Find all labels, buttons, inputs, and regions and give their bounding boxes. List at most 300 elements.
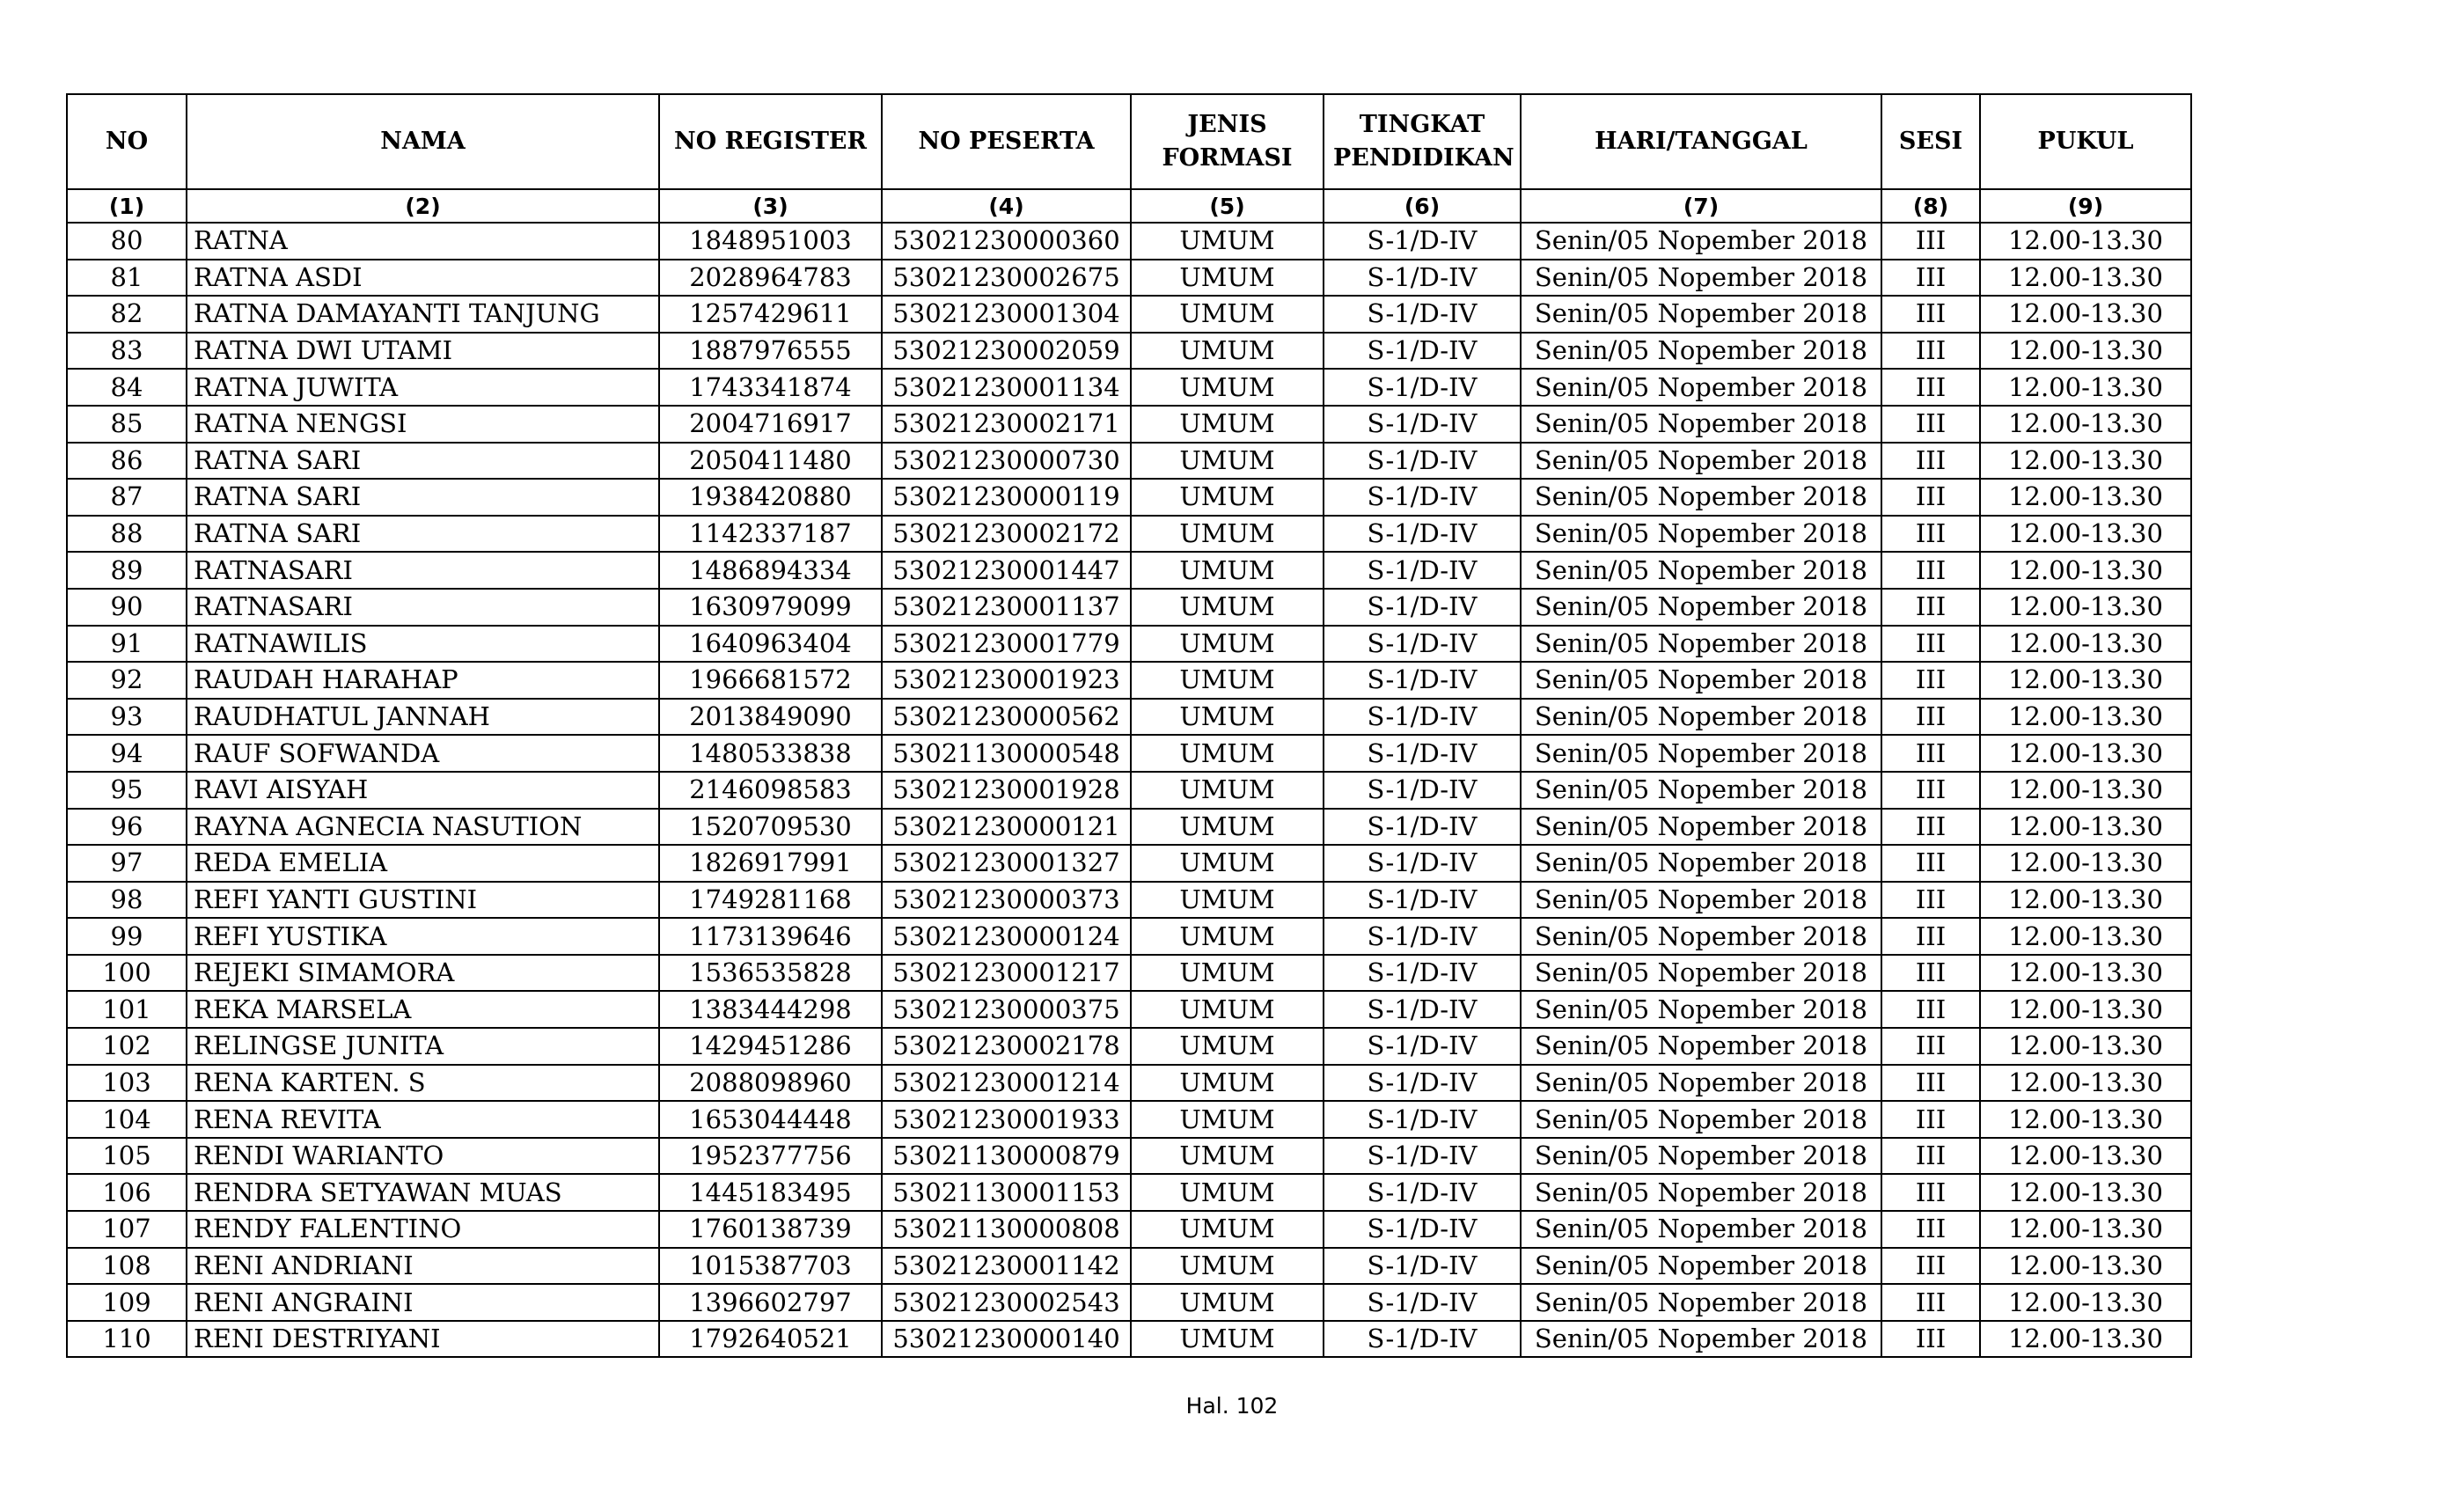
cell-pukul: 12.00-13.30	[1980, 479, 2191, 516]
cell-jenis-formasi: UMUM	[1131, 699, 1324, 736]
cell-hari-tanggal: Senin/05 Nopember 2018	[1521, 991, 1881, 1028]
table-row	[67, 1101, 2191, 1138]
cell-hari-tanggal: Senin/05 Nopember 2018	[1521, 479, 1881, 516]
column-number-4: (4)	[882, 189, 1131, 223]
table-row	[67, 296, 2191, 333]
cell-tingkat-pendidikan: S-1/D-IV	[1324, 1321, 1521, 1358]
cell-pukul: 12.00-13.30	[1980, 772, 2191, 809]
cell-tingkat-pendidikan: S-1/D-IV	[1324, 626, 1521, 663]
cell-jenis-formasi: UMUM	[1131, 662, 1324, 699]
cell-tingkat-pendidikan: S-1/D-IV	[1324, 955, 1521, 992]
cell-tingkat-pendidikan: S-1/D-IV	[1324, 1174, 1521, 1211]
cell-no-register: 1257429611	[659, 296, 882, 333]
cell-nama: REFI YANTI GUSTINI	[187, 882, 659, 919]
cell-sesi: III	[1881, 589, 1980, 626]
cell-hari-tanggal: Senin/05 Nopember 2018	[1521, 662, 1881, 699]
cell-nama: RATNA ASDI	[187, 260, 659, 297]
cell-no-register: 1429451286	[659, 1028, 882, 1065]
cell-hari-tanggal: Senin/05 Nopember 2018	[1521, 882, 1881, 919]
cell-no-peserta: 53021230002675	[882, 260, 1131, 297]
cell-nama: RAVI AISYAH	[187, 772, 659, 809]
cell-hari-tanggal: Senin/05 Nopember 2018	[1521, 699, 1881, 736]
cell-nama: RATNA	[187, 223, 659, 260]
cell-tingkat-pendidikan: S-1/D-IV	[1324, 333, 1521, 370]
cell-pukul: 12.00-13.30	[1980, 406, 2191, 443]
cell-no: 98	[67, 882, 187, 919]
table-row	[67, 809, 2191, 846]
cell-nama: RENI ANGRAINI	[187, 1284, 659, 1321]
cell-no-register: 2004716917	[659, 406, 882, 443]
cell-tingkat-pendidikan: S-1/D-IV	[1324, 1211, 1521, 1248]
cell-no-peserta: 53021230001217	[882, 955, 1131, 992]
cell-hari-tanggal: Senin/05 Nopember 2018	[1521, 1284, 1881, 1321]
cell-nama: RENDY FALENTINO	[187, 1211, 659, 1248]
cell-no-register: 1383444298	[659, 991, 882, 1028]
cell-sesi: III	[1881, 1065, 1980, 1102]
table-row	[67, 1028, 2191, 1065]
cell-sesi: III	[1881, 918, 1980, 955]
cell-no: 91	[67, 626, 187, 663]
cell-no-register: 1826917991	[659, 845, 882, 882]
cell-no: 100	[67, 955, 187, 992]
cell-jenis-formasi: UMUM	[1131, 1101, 1324, 1138]
cell-no-register: 1760138739	[659, 1211, 882, 1248]
cell-no: 104	[67, 1101, 187, 1138]
cell-nama: RATNASARI	[187, 552, 659, 589]
cell-no-peserta: 53021230002171	[882, 406, 1131, 443]
cell-jenis-formasi: UMUM	[1131, 1138, 1324, 1175]
cell-nama: RENA KARTEN. S	[187, 1065, 659, 1102]
cell-jenis-formasi: UMUM	[1131, 626, 1324, 663]
cell-hari-tanggal: Senin/05 Nopember 2018	[1521, 333, 1881, 370]
cell-sesi: III	[1881, 955, 1980, 992]
cell-nama: RENI ANDRIANI	[187, 1248, 659, 1285]
table-row	[67, 626, 2191, 663]
column-header-hari-tanggal: HARI/TANGGAL	[1521, 94, 1881, 189]
column-number-6: (6)	[1324, 189, 1521, 223]
table-row	[67, 479, 2191, 516]
cell-no-peserta: 53021230001933	[882, 1101, 1131, 1138]
cell-no-register: 1743341874	[659, 369, 882, 406]
cell-sesi: III	[1881, 1028, 1980, 1065]
cell-no-register: 1630979099	[659, 589, 882, 626]
cell-jenis-formasi: UMUM	[1131, 1284, 1324, 1321]
cell-tingkat-pendidikan: S-1/D-IV	[1324, 845, 1521, 882]
cell-pukul: 12.00-13.30	[1980, 1101, 2191, 1138]
cell-sesi: III	[1881, 406, 1980, 443]
cell-nama: RENDRA SETYAWAN MUAS	[187, 1174, 659, 1211]
cell-tingkat-pendidikan: S-1/D-IV	[1324, 516, 1521, 553]
cell-tingkat-pendidikan: S-1/D-IV	[1324, 479, 1521, 516]
cell-no-register: 2050411480	[659, 443, 882, 480]
cell-sesi: III	[1881, 443, 1980, 480]
cell-no-peserta: 53021230001134	[882, 369, 1131, 406]
cell-sesi: III	[1881, 333, 1980, 370]
cell-no: 109	[67, 1284, 187, 1321]
cell-jenis-formasi: UMUM	[1131, 991, 1324, 1028]
cell-jenis-formasi: UMUM	[1131, 1248, 1324, 1285]
table-row	[67, 772, 2191, 809]
cell-tingkat-pendidikan: S-1/D-IV	[1324, 589, 1521, 626]
cell-no: 89	[67, 552, 187, 589]
table-body	[67, 223, 2191, 1357]
cell-nama: RATNA NENGSI	[187, 406, 659, 443]
cell-no: 102	[67, 1028, 187, 1065]
cell-nama: RATNASARI	[187, 589, 659, 626]
cell-no-register: 2146098583	[659, 772, 882, 809]
cell-no: 99	[67, 918, 187, 955]
cell-pukul: 12.00-13.30	[1980, 589, 2191, 626]
cell-no-register: 2088098960	[659, 1065, 882, 1102]
cell-sesi: III	[1881, 1174, 1980, 1211]
cell-no: 81	[67, 260, 187, 297]
cell-sesi: III	[1881, 1321, 1980, 1358]
cell-no-register: 1640963404	[659, 626, 882, 663]
cell-no-peserta: 53021230000140	[882, 1321, 1131, 1358]
cell-pukul: 12.00-13.30	[1980, 809, 2191, 846]
cell-no-register: 1396602797	[659, 1284, 882, 1321]
cell-no-peserta: 53021230002178	[882, 1028, 1131, 1065]
cell-jenis-formasi: UMUM	[1131, 955, 1324, 992]
cell-pukul: 12.00-13.30	[1980, 333, 2191, 370]
cell-sesi: III	[1881, 699, 1980, 736]
cell-pukul: 12.00-13.30	[1980, 296, 2191, 333]
cell-sesi: III	[1881, 991, 1980, 1028]
cell-pukul: 12.00-13.30	[1980, 443, 2191, 480]
column-header-pukul: PUKUL	[1980, 94, 2191, 189]
cell-jenis-formasi: UMUM	[1131, 882, 1324, 919]
cell-tingkat-pendidikan: S-1/D-IV	[1324, 1248, 1521, 1285]
table-row	[67, 662, 2191, 699]
cell-tingkat-pendidikan: S-1/D-IV	[1324, 991, 1521, 1028]
cell-no-peserta: 53021230000360	[882, 223, 1131, 260]
cell-hari-tanggal: Senin/05 Nopember 2018	[1521, 1174, 1881, 1211]
cell-jenis-formasi: UMUM	[1131, 333, 1324, 370]
column-number-9: (9)	[1980, 189, 2191, 223]
cell-jenis-formasi: UMUM	[1131, 918, 1324, 955]
cell-no-peserta: 53021130000879	[882, 1138, 1131, 1175]
cell-no-register: 2013849090	[659, 699, 882, 736]
cell-nama: RATNA DAMAYANTI TANJUNG	[187, 296, 659, 333]
cell-tingkat-pendidikan: S-1/D-IV	[1324, 296, 1521, 333]
cell-no-peserta: 53021230001327	[882, 845, 1131, 882]
cell-hari-tanggal: Senin/05 Nopember 2018	[1521, 296, 1881, 333]
cell-jenis-formasi: UMUM	[1131, 443, 1324, 480]
cell-sesi: III	[1881, 1138, 1980, 1175]
cell-hari-tanggal: Senin/05 Nopember 2018	[1521, 918, 1881, 955]
cell-sesi: III	[1881, 1101, 1980, 1138]
cell-sesi: III	[1881, 882, 1980, 919]
cell-no: 84	[67, 369, 187, 406]
cell-pukul: 12.00-13.30	[1980, 516, 2191, 553]
cell-hari-tanggal: Senin/05 Nopember 2018	[1521, 735, 1881, 772]
cell-pukul: 12.00-13.30	[1980, 735, 2191, 772]
cell-hari-tanggal: Senin/05 Nopember 2018	[1521, 1028, 1881, 1065]
table-row	[67, 991, 2191, 1028]
cell-no-register: 1445183495	[659, 1174, 882, 1211]
cell-no-peserta: 53021230000121	[882, 809, 1131, 846]
cell-no-register: 1848951003	[659, 223, 882, 260]
column-header-nama: NAMA	[187, 94, 659, 189]
table-row	[67, 1321, 2191, 1358]
column-header-jenis-formasi-label: JENIS FORMASI	[1162, 111, 1293, 172]
cell-tingkat-pendidikan: S-1/D-IV	[1324, 882, 1521, 919]
cell-jenis-formasi: UMUM	[1131, 845, 1324, 882]
cell-no: 105	[67, 1138, 187, 1175]
cell-hari-tanggal: Senin/05 Nopember 2018	[1521, 443, 1881, 480]
table-row	[67, 1284, 2191, 1321]
cell-pukul: 12.00-13.30	[1980, 1211, 2191, 1248]
cell-pukul: 12.00-13.30	[1980, 699, 2191, 736]
cell-pukul: 12.00-13.30	[1980, 1028, 2191, 1065]
cell-no-peserta: 53021130001153	[882, 1174, 1131, 1211]
cell-nama: REFI YUSTIKA	[187, 918, 659, 955]
cell-hari-tanggal: Senin/05 Nopember 2018	[1521, 845, 1881, 882]
table-row	[67, 589, 2191, 626]
cell-no-register: 2028964783	[659, 260, 882, 297]
column-header-no: NO	[67, 94, 187, 189]
cell-hari-tanggal: Senin/05 Nopember 2018	[1521, 516, 1881, 553]
cell-tingkat-pendidikan: S-1/D-IV	[1324, 223, 1521, 260]
column-header-sesi: SESI	[1881, 94, 1980, 189]
cell-jenis-formasi: UMUM	[1131, 260, 1324, 297]
column-header-tingkat-pendidikan-label: TINGKAT PENDIDIKAN	[1333, 111, 1514, 172]
table-row	[67, 735, 2191, 772]
cell-hari-tanggal: Senin/05 Nopember 2018	[1521, 955, 1881, 992]
cell-no-peserta: 53021230000119	[882, 479, 1131, 516]
table-row	[67, 516, 2191, 553]
cell-sesi: III	[1881, 223, 1980, 260]
cell-nama: RAUF SOFWANDA	[187, 735, 659, 772]
cell-hari-tanggal: Senin/05 Nopember 2018	[1521, 1211, 1881, 1248]
cell-pukul: 12.00-13.30	[1980, 369, 2191, 406]
cell-pukul: 12.00-13.30	[1980, 223, 2191, 260]
cell-pukul: 12.00-13.30	[1980, 1248, 2191, 1285]
cell-tingkat-pendidikan: S-1/D-IV	[1324, 1028, 1521, 1065]
cell-no-register: 1792640521	[659, 1321, 882, 1358]
cell-nama: RENI DESTRIYANI	[187, 1321, 659, 1358]
cell-tingkat-pendidikan: S-1/D-IV	[1324, 699, 1521, 736]
table-row	[67, 260, 2191, 297]
cell-no-peserta: 53021230001923	[882, 662, 1131, 699]
cell-tingkat-pendidikan: S-1/D-IV	[1324, 662, 1521, 699]
cell-no: 95	[67, 772, 187, 809]
cell-tingkat-pendidikan: S-1/D-IV	[1324, 443, 1521, 480]
cell-nama: RATNAWILIS	[187, 626, 659, 663]
participant-table	[66, 93, 2192, 1358]
column-header-no-peserta: NO PESERTA	[882, 94, 1131, 189]
column-number-2: (2)	[187, 189, 659, 223]
table-row	[67, 1138, 2191, 1175]
cell-sesi: III	[1881, 662, 1980, 699]
table-row	[67, 443, 2191, 480]
cell-nama: RAUDAH HARAHAP	[187, 662, 659, 699]
cell-sesi: III	[1881, 260, 1980, 297]
column-number-1: (1)	[67, 189, 187, 223]
cell-tingkat-pendidikan: S-1/D-IV	[1324, 1284, 1521, 1321]
cell-no-peserta: 53021130000548	[882, 735, 1131, 772]
cell-sesi: III	[1881, 626, 1980, 663]
cell-jenis-formasi: UMUM	[1131, 552, 1324, 589]
cell-hari-tanggal: Senin/05 Nopember 2018	[1521, 223, 1881, 260]
cell-hari-tanggal: Senin/05 Nopember 2018	[1521, 589, 1881, 626]
cell-pukul: 12.00-13.30	[1980, 1174, 2191, 1211]
cell-sesi: III	[1881, 772, 1980, 809]
cell-nama: RATNA SARI	[187, 443, 659, 480]
cell-no: 92	[67, 662, 187, 699]
cell-jenis-formasi: UMUM	[1131, 735, 1324, 772]
cell-no-register: 1938420880	[659, 479, 882, 516]
cell-jenis-formasi: UMUM	[1131, 1174, 1324, 1211]
cell-tingkat-pendidikan: S-1/D-IV	[1324, 406, 1521, 443]
cell-no: 94	[67, 735, 187, 772]
cell-no: 96	[67, 809, 187, 846]
cell-sesi: III	[1881, 809, 1980, 846]
cell-jenis-formasi: UMUM	[1131, 809, 1324, 846]
cell-no-register: 1015387703	[659, 1248, 882, 1285]
cell-sesi: III	[1881, 1211, 1980, 1248]
cell-no-peserta: 53021230001304	[882, 296, 1131, 333]
cell-jenis-formasi: UMUM	[1131, 589, 1324, 626]
cell-no: 87	[67, 479, 187, 516]
cell-tingkat-pendidikan: S-1/D-IV	[1324, 1065, 1521, 1102]
cell-no-register: 1952377756	[659, 1138, 882, 1175]
cell-nama: RAUDHATUL JANNAH	[187, 699, 659, 736]
table-row	[67, 699, 2191, 736]
cell-nama: RAYNA AGNECIA NASUTION	[187, 809, 659, 846]
cell-nama: RENDI WARIANTO	[187, 1138, 659, 1175]
cell-no-peserta: 53021230001137	[882, 589, 1131, 626]
cell-jenis-formasi: UMUM	[1131, 223, 1324, 260]
cell-no-register: 1520709530	[659, 809, 882, 846]
cell-no: 107	[67, 1211, 187, 1248]
cell-pukul: 12.00-13.30	[1980, 991, 2191, 1028]
cell-no: 103	[67, 1065, 187, 1102]
cell-pukul: 12.00-13.30	[1980, 918, 2191, 955]
cell-hari-tanggal: Senin/05 Nopember 2018	[1521, 406, 1881, 443]
cell-jenis-formasi: UMUM	[1131, 1321, 1324, 1358]
cell-tingkat-pendidikan: S-1/D-IV	[1324, 1101, 1521, 1138]
table-row	[67, 1248, 2191, 1285]
cell-hari-tanggal: Senin/05 Nopember 2018	[1521, 1138, 1881, 1175]
cell-no: 97	[67, 845, 187, 882]
cell-hari-tanggal: Senin/05 Nopember 2018	[1521, 1248, 1881, 1285]
cell-tingkat-pendidikan: S-1/D-IV	[1324, 260, 1521, 297]
cell-sesi: III	[1881, 1284, 1980, 1321]
cell-no: 106	[67, 1174, 187, 1211]
cell-nama: REKA MARSELA	[187, 991, 659, 1028]
cell-sesi: III	[1881, 296, 1980, 333]
cell-no: 108	[67, 1248, 187, 1285]
column-number-3: (3)	[659, 189, 882, 223]
cell-sesi: III	[1881, 516, 1980, 553]
cell-nama: RATNA JUWITA	[187, 369, 659, 406]
cell-no: 88	[67, 516, 187, 553]
cell-no: 101	[67, 991, 187, 1028]
cell-nama: REDA EMELIA	[187, 845, 659, 882]
cell-no-peserta: 53021230000375	[882, 991, 1131, 1028]
table-row	[67, 1211, 2191, 1248]
cell-sesi: III	[1881, 479, 1980, 516]
cell-jenis-formasi: UMUM	[1131, 772, 1324, 809]
cell-pukul: 12.00-13.30	[1980, 1284, 2191, 1321]
cell-no-register: 1480533838	[659, 735, 882, 772]
cell-no: 82	[67, 296, 187, 333]
cell-tingkat-pendidikan: S-1/D-IV	[1324, 735, 1521, 772]
cell-jenis-formasi: UMUM	[1131, 516, 1324, 553]
cell-nama: RENA REVITA	[187, 1101, 659, 1138]
column-number-8: (8)	[1881, 189, 1980, 223]
cell-jenis-formasi: UMUM	[1131, 296, 1324, 333]
cell-no: 90	[67, 589, 187, 626]
cell-jenis-formasi: UMUM	[1131, 1028, 1324, 1065]
cell-nama: RATNA SARI	[187, 479, 659, 516]
table-row	[67, 552, 2191, 589]
table-row	[67, 918, 2191, 955]
cell-tingkat-pendidikan: S-1/D-IV	[1324, 809, 1521, 846]
cell-no-peserta: 53021230000730	[882, 443, 1131, 480]
table-row	[67, 406, 2191, 443]
cell-no: 93	[67, 699, 187, 736]
cell-pukul: 12.00-13.30	[1980, 955, 2191, 992]
cell-no-peserta: 53021230000562	[882, 699, 1131, 736]
cell-hari-tanggal: Senin/05 Nopember 2018	[1521, 809, 1881, 846]
cell-hari-tanggal: Senin/05 Nopember 2018	[1521, 1101, 1881, 1138]
table-row	[67, 223, 2191, 260]
column-header-jenis-formasi	[1131, 94, 1324, 189]
cell-no-register: 1966681572	[659, 662, 882, 699]
table-row	[67, 333, 2191, 370]
cell-hari-tanggal: Senin/05 Nopember 2018	[1521, 626, 1881, 663]
cell-no-peserta: 53021230001447	[882, 552, 1131, 589]
cell-no: 85	[67, 406, 187, 443]
cell-hari-tanggal: Senin/05 Nopember 2018	[1521, 552, 1881, 589]
cell-no-peserta: 53021230001214	[882, 1065, 1131, 1102]
cell-nama: RATNA SARI	[187, 516, 659, 553]
cell-hari-tanggal: Senin/05 Nopember 2018	[1521, 369, 1881, 406]
cell-pukul: 12.00-13.30	[1980, 1321, 2191, 1358]
cell-tingkat-pendidikan: S-1/D-IV	[1324, 1138, 1521, 1175]
cell-no-peserta: 53021130000808	[882, 1211, 1131, 1248]
cell-no-register: 1653044448	[659, 1101, 882, 1138]
cell-no: 110	[67, 1321, 187, 1358]
cell-pukul: 12.00-13.30	[1980, 552, 2191, 589]
table-row	[67, 369, 2191, 406]
page-number: Hal. 102	[1185, 1393, 1279, 1419]
cell-sesi: III	[1881, 1248, 1980, 1285]
cell-tingkat-pendidikan: S-1/D-IV	[1324, 552, 1521, 589]
cell-hari-tanggal: Senin/05 Nopember 2018	[1521, 1321, 1881, 1358]
cell-no: 83	[67, 333, 187, 370]
cell-jenis-formasi: UMUM	[1131, 369, 1324, 406]
cell-hari-tanggal: Senin/05 Nopember 2018	[1521, 260, 1881, 297]
cell-no-register: 1142337187	[659, 516, 882, 553]
column-header-no-register: NO REGISTER	[659, 94, 882, 189]
cell-pukul: 12.00-13.30	[1980, 626, 2191, 663]
table-row	[67, 845, 2191, 882]
cell-no-peserta: 53021230001779	[882, 626, 1131, 663]
cell-no-peserta: 53021230002172	[882, 516, 1131, 553]
cell-nama: RATNA DWI UTAMI	[187, 333, 659, 370]
cell-no-peserta: 53021230001928	[882, 772, 1131, 809]
cell-no-peserta: 53021230002543	[882, 1284, 1131, 1321]
cell-pukul: 12.00-13.30	[1980, 1138, 2191, 1175]
table-row	[67, 955, 2191, 992]
cell-no-peserta: 53021230002059	[882, 333, 1131, 370]
table-row	[67, 1174, 2191, 1211]
cell-jenis-formasi: UMUM	[1131, 1065, 1324, 1102]
cell-jenis-formasi: UMUM	[1131, 479, 1324, 516]
